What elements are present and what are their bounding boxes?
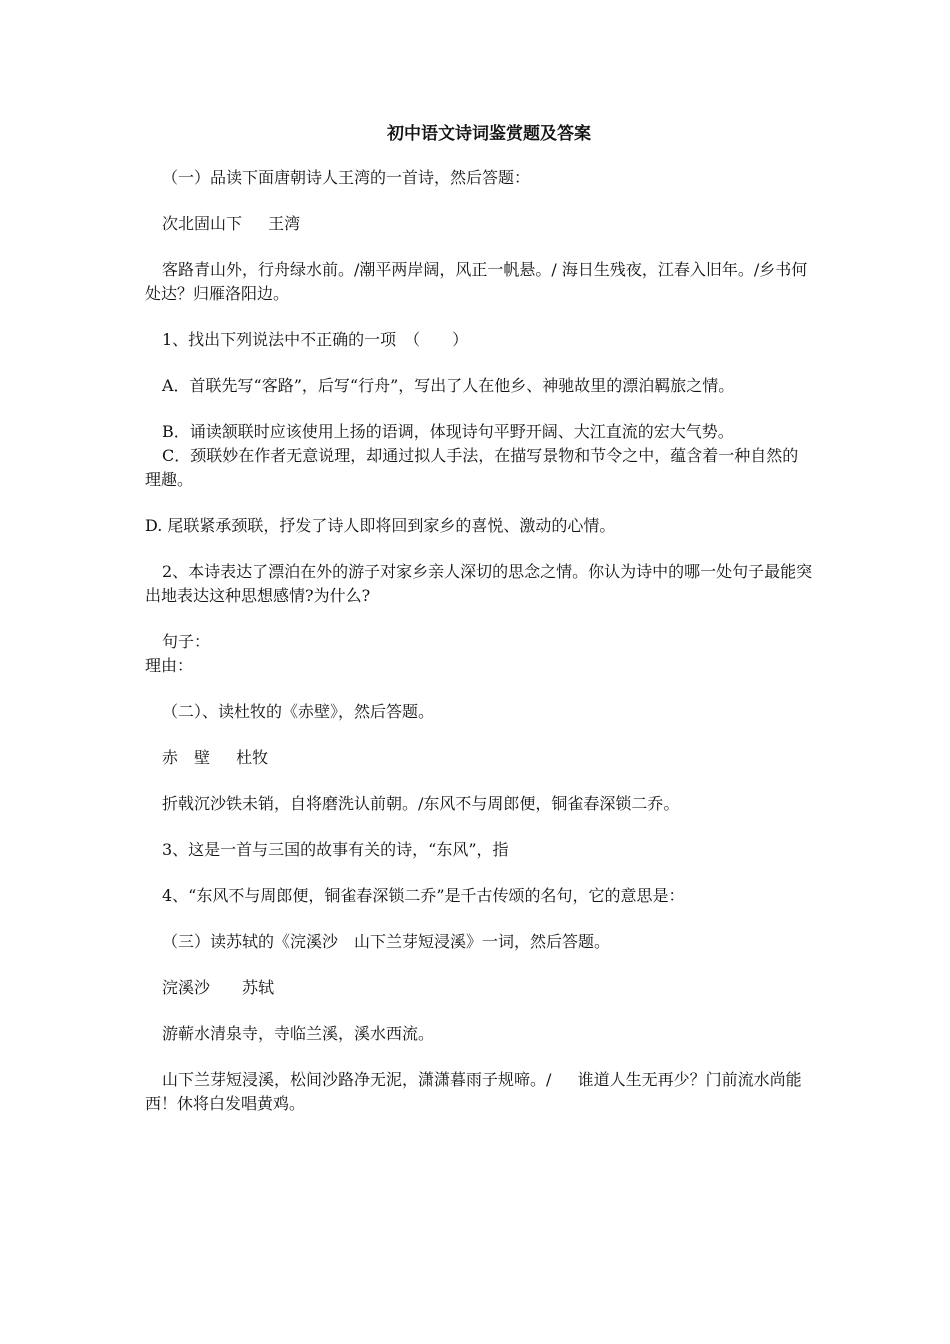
poem-1-heading: 次北固山下 王湾 xyxy=(162,214,301,233)
section-2-intro: （二）、读杜牧的《赤壁》，然后答题。 xyxy=(162,702,435,721)
poem-3-preface: 游蕲水清泉寺，寺临兰溪，溪水西流。 xyxy=(162,1024,435,1043)
question-2: 2、本诗表达了漂泊在外的游子对家乡亲人深切的思念之情。你认为诗中的哪一处句子最能突出地表达这种思想感情?为什么? xyxy=(145,562,813,605)
option-a: A．首联先写“客路”，后写“行舟”，写出了人在他乡、神驰故里的漂泊羁旅之情。 xyxy=(162,376,735,395)
answer-reason-label: 理由： xyxy=(145,656,194,675)
option-b: B．诵读颔联时应该使用上扬的语调，体现诗句平野开阔、大江直流的宏大气势。 xyxy=(162,422,734,441)
poem-3-heading: 浣溪沙 苏轼 xyxy=(162,978,275,997)
section-3-intro: （三）读苏轼的《浣溪沙 山下兰芽短浸溪》一词，然后答题。 xyxy=(162,932,611,951)
poem-1-text: 客路青山外，行舟绿水前。/潮平两岸阔，风正一帆悬。/ 海日生残夜，江春入旧年。/乡书何处达？归雁洛阳边。 xyxy=(145,260,808,303)
answer-sentence-label: 句子： xyxy=(162,632,211,651)
document-title: 初中语文诗词鉴赏题及答案 xyxy=(387,124,591,144)
option-c: C．颈联妙在作者无意说理，却通过拟人手法，在描写景物和节令之中，蕴含着一种自然的理趣。 xyxy=(145,446,799,489)
question-1: 1、找出下列说法中不正确的一项 （ ） xyxy=(162,330,469,349)
poem-2-heading: 赤 壁 杜牧 xyxy=(162,748,269,767)
section-1-intro: （一）品读下面唐朝诗人王湾的一首诗，然后答题： xyxy=(162,168,531,187)
poem-3-text: 山下兰芽短浸溪，松间沙路净无泥，潇潇暮雨子规啼。/ 谁道人生无再少？门前流水尚能西！休将白发唱黄鸡。 xyxy=(145,1070,802,1113)
poem-2-text: 折戟沉沙铁未销，自将磨洗认前朝。/东风不与周郎便，铜雀春深锁二乔。 xyxy=(162,794,680,813)
question-3: 3、这是一首与三国的故事有关的诗，“东风”，指 xyxy=(162,840,509,859)
option-d: D. 尾联紧承颈联，抒发了诗人即将回到家乡的喜悦、激动的心情。 xyxy=(145,516,616,535)
document-page xyxy=(145,122,813,1138)
question-4: 4、“东风不与周郎便，铜雀春深锁二乔”是千古传颂的名句，它的意思是： xyxy=(162,886,685,905)
